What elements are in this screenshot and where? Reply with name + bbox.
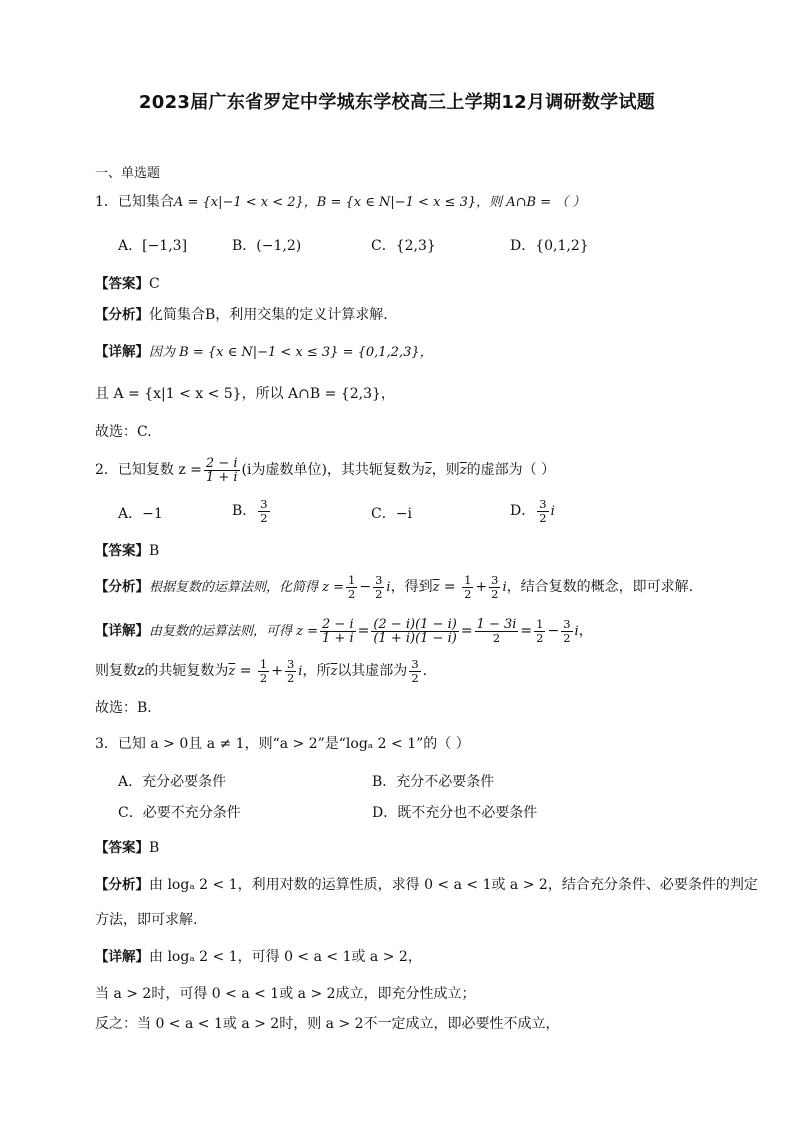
frac-den: 2 xyxy=(539,510,547,525)
frac-den: 1 + i xyxy=(205,469,238,485)
detail-tag: 【详解】 xyxy=(95,623,149,639)
frac xyxy=(373,574,384,601)
q2-detail-a: 由复数的运算法则，可得 z = xyxy=(149,624,319,639)
q1-answer-value: C xyxy=(149,276,160,292)
q2-stem-a: 2．已知复数 z = xyxy=(95,462,202,478)
frac-den: 1 + i xyxy=(322,630,354,646)
q3-option-c: C．必要不充分条件 xyxy=(118,805,241,821)
q2-analysis-a: 根据复数的运算法则，化简得 z = xyxy=(149,580,345,595)
frac-num: 3 xyxy=(411,656,419,671)
q2-detail-2: 则复数z的共轭复数为$\overline{z}$ = $\frac{1}{2}$ + $\frac{3}{2}$ i，所$\overline{z}$以其虚部为 $\frac{3}{2}$ . xyxy=(95,656,428,685)
detail-tag: 【详解】 xyxy=(95,344,149,360)
analysis-tag: 【分析】 xyxy=(95,307,149,323)
q2-option-c: C．−i xyxy=(371,506,412,522)
frac-num: (2 − i)(1 − i) xyxy=(373,616,457,632)
q2-analysis-b: ，得到 xyxy=(390,579,433,595)
frac xyxy=(285,658,296,685)
frac xyxy=(475,618,519,645)
frac-num: 2 − i xyxy=(205,455,238,471)
imag-unit: i xyxy=(502,580,507,595)
q1-option-b: B．(−1,2) xyxy=(232,238,302,254)
frac-den: 2 xyxy=(492,630,501,645)
answer-tag: 【答案】 xyxy=(95,543,149,559)
q1-answer xyxy=(95,274,160,294)
q1-option-c: C．{2,3} xyxy=(371,238,436,254)
analysis-tag: 【分析】 xyxy=(95,579,149,595)
q2-detail-1: 【详解】由复数的运算法则，可得 z = $\frac{2 - i}{1 + i}$ = $\frac{(2 - i)(1 - i)}{(1 + i)(1 - i)}$ = $\frac{1 - 3i}{2}$ = $\frac{1}{2}$ − $\frac{3}{2}$ i， xyxy=(95,616,593,646)
q3-analysis-1 xyxy=(95,875,758,895)
q2-option-b-label: B． xyxy=(232,503,257,519)
imag-unit: i xyxy=(574,624,579,639)
q3-analysis-2: 方法，即可求解. xyxy=(95,912,198,928)
frac xyxy=(320,618,356,645)
q2-line2-c: 以其虚部为 xyxy=(337,663,408,679)
frac-den: 2 xyxy=(536,630,544,645)
frac xyxy=(409,658,420,685)
q1-stem-math: A = {x|−1 < x < 2}，B = {x ∈ N|−1 < x ≤ 3}，则 A∩B = （ ） xyxy=(173,195,586,210)
q1-analysis xyxy=(95,305,388,325)
q3-option-a: A．充分必要条件 xyxy=(118,774,227,790)
frac-num: 3 xyxy=(260,496,268,511)
frac-den: 2 xyxy=(563,630,571,645)
zbar: $\overline{z}$ xyxy=(424,463,432,478)
q1-stem xyxy=(95,192,585,213)
q2-analysis-c: ，结合复数的概念，即可求解. xyxy=(506,579,694,595)
frac-den: 2 xyxy=(491,586,499,601)
q3-detail-1-text: 由 logₐ 2 < 1，可得 0 < a < 1或 a > 2， xyxy=(149,949,422,965)
q2-option-d xyxy=(510,494,555,529)
analysis-tag: 【分析】 xyxy=(95,877,149,893)
q1-detail-1 xyxy=(95,342,433,363)
frac-num: 2 − i xyxy=(322,616,354,632)
frac xyxy=(371,618,458,645)
frac-num: 1 xyxy=(259,656,268,671)
q3-option-d: D．既不充分也不必要条件 xyxy=(372,805,538,821)
zbar: $\overline{z}$ xyxy=(432,580,440,595)
frac-den: 2 xyxy=(260,510,268,525)
q2-line2-a: 则复数z的共轭复数为 xyxy=(95,663,229,679)
q2-stem-b: (i为虚数单位)，其共轭复数为 xyxy=(241,462,425,478)
q1-option-a: A．[−1,3] xyxy=(118,238,188,254)
q2-line2-d: . xyxy=(422,663,428,679)
frac-den: 2 xyxy=(464,586,472,601)
zbar: $\overline{z}$ xyxy=(228,664,236,679)
q2-answer-value: B xyxy=(149,543,160,559)
frac-den: (1 + i)(1 − i) xyxy=(373,630,457,646)
frac-num: 1 − 3i xyxy=(476,616,517,632)
q1-detail-2: 且 A = {x|1 < x < 5}，所以 A∩B = {2,3}， xyxy=(95,386,395,402)
frac xyxy=(489,574,500,601)
q1-option-d: D．{0,1,2} xyxy=(510,238,589,254)
frac-num: 3 xyxy=(286,656,295,671)
q3-analysis-1-text: 由 logₐ 2 < 1，利用对数的运算性质，求得 0 < a < 1或 a > 2，结合充分条件、必要条件的判定 xyxy=(149,877,758,893)
frac-den: 2 xyxy=(286,670,295,685)
frac xyxy=(346,574,357,601)
page-title: 2023届广东省罗定中学城东学校高三上学期12月调研数学试题 xyxy=(138,92,656,113)
section-heading: 一、单选题 xyxy=(95,166,161,181)
q2-fraction xyxy=(204,457,240,484)
imag-unit: i xyxy=(298,664,303,679)
q2-option-b-frac xyxy=(258,498,269,525)
q1-stem-prefix: 1．已知集合 xyxy=(95,194,174,210)
q2-stem-c: ，则 xyxy=(431,462,460,478)
frac-den: 2 xyxy=(348,586,356,601)
frac xyxy=(258,658,269,685)
answer-tag: 【答案】 xyxy=(95,276,149,292)
frac xyxy=(561,618,572,645)
q1-analysis-text: 化简集合B，利用交集的定义计算求解. xyxy=(149,307,388,323)
q3-detail-1 xyxy=(95,947,422,967)
q2-detail-end: ， xyxy=(578,623,593,639)
q3-stem: 3．已知 a > 0且 a ≠ 1，则“a > 2”是“logₐ 2 < 1”的（ ） xyxy=(95,736,470,752)
zbar: $\overline{z}$ xyxy=(330,664,338,679)
q2-conclusion: 故选：B. xyxy=(95,700,152,716)
q2-line2-b: ，所 xyxy=(302,663,331,679)
imag-unit: i xyxy=(550,504,555,519)
imag-unit: i xyxy=(386,580,391,595)
q3-option-b: B．充分不必要条件 xyxy=(372,774,495,790)
frac-num: 3 xyxy=(375,572,383,587)
frac-num: 1 xyxy=(464,572,472,587)
frac-num: 3 xyxy=(539,496,547,511)
frac-den: 2 xyxy=(259,670,268,685)
q3-detail-2: 当 a > 2时，可得 0 < a < 1或 a > 2成立，即充分性成立； xyxy=(95,986,476,1002)
q2-option-d-label: D． xyxy=(510,503,536,519)
q2-option-b xyxy=(232,494,272,528)
frac-den: 2 xyxy=(375,586,383,601)
q2-option-d-frac xyxy=(537,498,548,525)
zbar: $\overline{z}$ xyxy=(459,463,467,478)
frac-num: 1 xyxy=(348,572,356,587)
q2-analysis: 【分析】根据复数的运算法则，化简得 z = $\frac{1}{2}$ − $\frac{3}{2}$ i，得到$\overline{z}$ = $\frac{1}{2}$ + $\frac{3}{2}$ i，结合复数的概念，即可求解. xyxy=(95,572,694,601)
answer-tag: 【答案】 xyxy=(95,840,149,856)
frac-num: 3 xyxy=(491,572,499,587)
frac-den: 2 xyxy=(411,670,419,685)
frac xyxy=(534,618,545,645)
q1-detail-1-text: 因为 B = {x ∈ N|−1 < x ≤ 3} = {0,1,2,3}， xyxy=(149,345,433,360)
q3-detail-3: 反之：当 0 < a < 1或 a > 2时，则 a > 2不一定成立，即必要性不成立， xyxy=(95,1016,560,1032)
frac-num: 3 xyxy=(563,616,571,631)
q3-answer xyxy=(95,838,159,858)
detail-tag: 【详解】 xyxy=(95,949,149,965)
q2-stem-d: 的虚部为（ ） xyxy=(466,462,556,478)
frac xyxy=(462,574,473,601)
q1-conclusion: 故选：C. xyxy=(95,424,152,440)
q2-stem xyxy=(95,454,555,487)
q3-answer-value: B xyxy=(149,840,160,856)
frac-num: 1 xyxy=(536,616,544,631)
q2-option-a: A．−1 xyxy=(118,506,163,522)
q2-answer xyxy=(95,541,159,561)
